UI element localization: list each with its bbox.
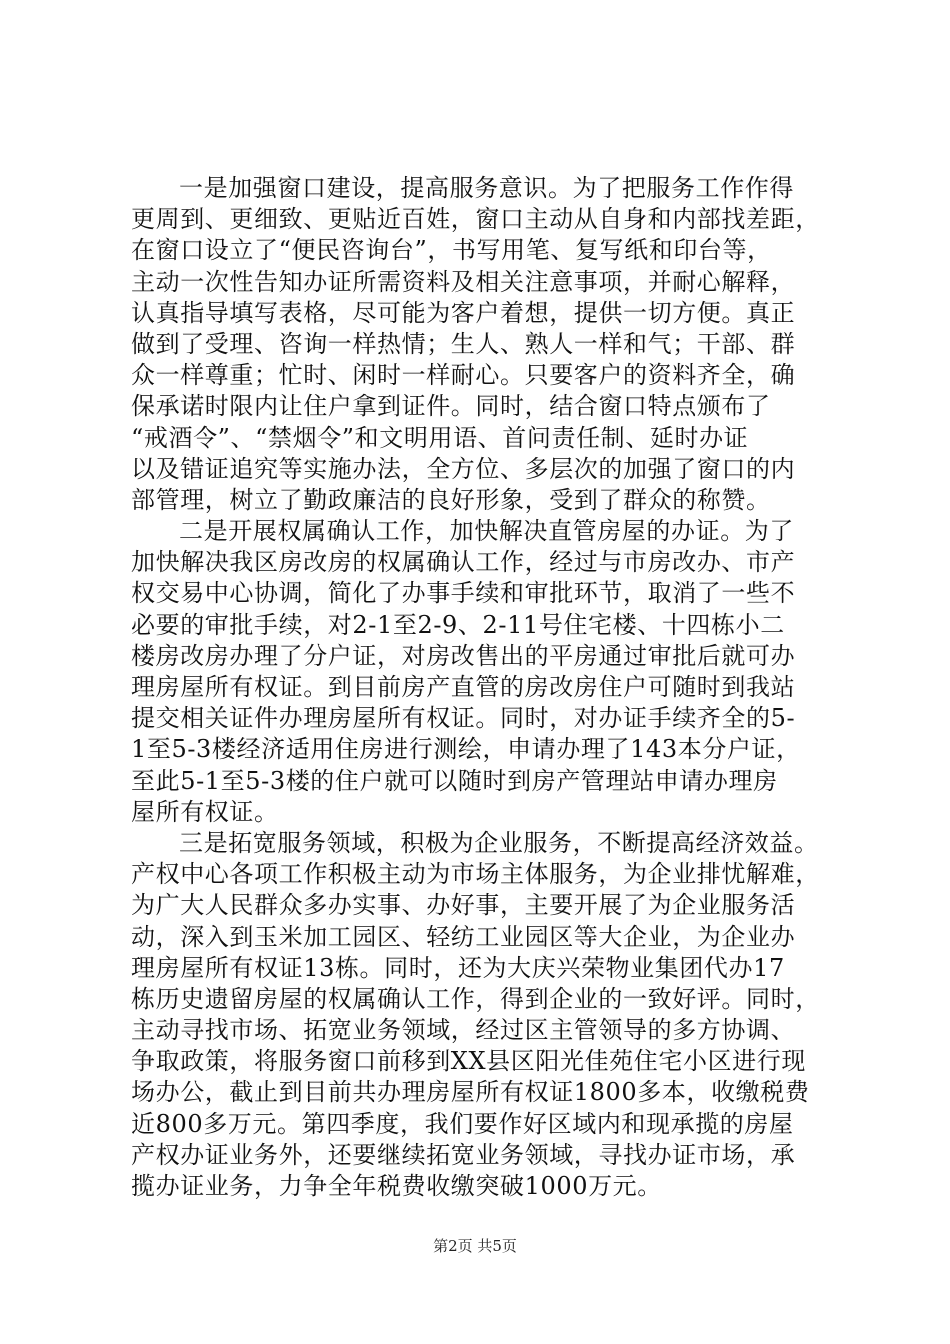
text-line: 主动寻找市场、拓宽业务领域，经过区主管领导的多方协调、 [131, 1016, 796, 1045]
document-body [131, 173, 831, 1202]
text-line: 动，深入到玉米加工园区、轻纺工业园区等大企业，为企业办 [131, 922, 796, 951]
text-line: 权交易中心协调，简化了办事手续和审批环节，取消了一些不 [131, 579, 796, 608]
text-line: 必要的审批手续，对2-1至2-9、2-11号住宅楼、十四栋小二 [131, 610, 785, 639]
text-line: 三是拓宽服务领域，积极为企业服务，不断提高经济效益。 [179, 828, 819, 857]
text-line: 产权中心各项工作积极主动为市场主体服务，为企业排忧解难， [131, 860, 820, 889]
text-line: 理房屋所有权证。到目前房产直管的房改房住户可随时到我站 [131, 673, 796, 701]
text-line: 保承诺时限内让住户拿到证件。同时，结合窗口特点颁布了 [131, 392, 771, 421]
text-line: 以及错证追究等实施办法，全方位、多层次的加强了窗口的内 [131, 454, 796, 483]
text-line: 场办公，截止到目前共办理房屋所有权证1800多本，收缴税费 [131, 1078, 810, 1107]
text-line: 1至5-3楼经济适用住房进行测绘，申请办理了143本分户证， [131, 735, 801, 764]
text-line: 加快解决我区房改房的权属确认工作，经过与市房改办、市产 [131, 548, 796, 577]
page-footer: 第2页 共5页 [433, 1237, 517, 1255]
text-line: 认真指导填写表格，尽可能为客户着想，提供一切方便。真正 [131, 298, 796, 327]
text-line: 更周到、更细致、更贴近百姓，窗口主动从自身和内部找差距， [131, 205, 820, 234]
text-line: 栋历史遗留房屋的权属确认工作，得到企业的一致好评。同时， [131, 984, 820, 1013]
text-line: 至此5-1至5-3楼的住户就可以随时到房产管理站申请办理房 [131, 766, 778, 795]
text-line: 屋所有权证。 [131, 797, 279, 826]
text-line: 楼房改房办理了分户证，对房改售出的平房通过审批后就可办 [131, 641, 796, 670]
text-line: 为广大人民群众多办实事、办好事，主要开展了为企业服务活 [131, 891, 796, 920]
text-line: 产权办证业务外，还要继续拓宽业务领域，寻找办证市场，承 [131, 1140, 796, 1169]
paragraph-1 [131, 173, 831, 516]
text-line: 众一样尊重；忙时、闲时一样耐心。只要客户的资料齐全，确 [131, 361, 796, 390]
paragraph-2 [131, 516, 831, 828]
text-line: 理房屋所有权证13栋。同时，还为大庆兴荣物业集团代办17 [131, 953, 785, 982]
text-line: 主动一次性告知办证所需资料及相关注意事项，并耐心解释， [131, 267, 796, 296]
text-line: “戒酒令”、“禁烟令”和文明用语、首问责任制、延时办证 [131, 423, 749, 452]
paragraph-3 [131, 828, 831, 1202]
text-line: 一是加强窗口建设，提高服务意识。为了把服务工作作得 [179, 174, 794, 202]
text-line: 揽办证业务，力争全年税费收缴突破1000万元。 [131, 1172, 662, 1200]
text-line: 二是开展权属确认工作，加快解决直管房屋的办证。为了 [179, 517, 794, 546]
text-line: 部管理，树立了勤政廉洁的良好形象，受到了群众的称赞。 [131, 485, 771, 514]
text-line: 争取政策，将服务窗口前移到XX县区阳光佳苑住宅小区进行现 [131, 1047, 806, 1076]
text-line: 近800多万元。第四季度，我们要作好区域内和现承揽的房屋 [131, 1109, 794, 1138]
text-line: 在窗口设立了“便民咨询台”，书写用笔、复写纸和印台等， [131, 236, 772, 265]
text-line: 提交相关证件办理房屋所有权证。同时，对办证手续齐全的5- [131, 704, 796, 733]
text-line: 做到了受理、咨询一样热情；生人、熟人一样和气；干部、群 [131, 329, 796, 358]
